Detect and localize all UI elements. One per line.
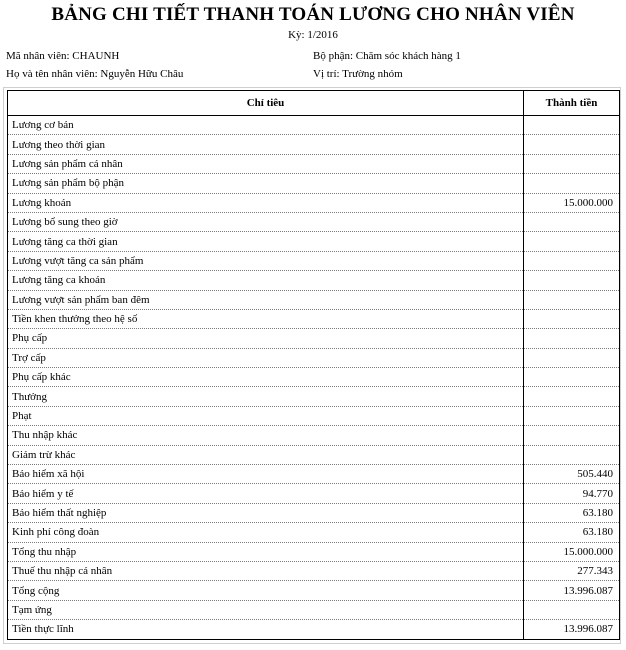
- row-item-label: Kinh phí công đoàn: [8, 523, 524, 542]
- row-item-label: Thu nhập khác: [8, 426, 524, 445]
- table-row: [8, 329, 620, 348]
- row-item-label: Tiền thực lĩnh: [8, 620, 524, 639]
- row-item-label: Tiền khen thưởng theo hệ số: [8, 309, 524, 328]
- row-amount: 63.180: [524, 523, 620, 542]
- employee-code: Mã nhân viên: CHAUNH: [6, 50, 120, 62]
- table-row: [8, 116, 620, 135]
- row-item-label: Lương tăng ca khoán: [8, 271, 524, 290]
- row-amount: [524, 135, 620, 154]
- table-row: [8, 581, 620, 600]
- row-amount: 505.440: [524, 465, 620, 484]
- row-amount: [524, 309, 620, 328]
- row-item-label: Lương tăng ca thời gian: [8, 232, 524, 251]
- table-row: [8, 251, 620, 270]
- table-row: [8, 387, 620, 406]
- row-amount: 15.000.000: [524, 542, 620, 561]
- employee-department: Bộ phận: Chăm sóc khách hàng 1: [313, 50, 461, 62]
- row-item-label: Lương bổ sung theo giờ: [8, 212, 524, 231]
- table-row: [8, 135, 620, 154]
- row-item-label: Lương vượt tăng ca sản phẩm: [8, 251, 524, 270]
- table-row: [8, 600, 620, 619]
- row-item-label: Bảo hiểm y tế: [8, 484, 524, 503]
- column-header-item: Chỉ tiêu: [8, 91, 524, 116]
- row-amount: [524, 232, 620, 251]
- row-amount: [524, 251, 620, 270]
- row-amount: [524, 329, 620, 348]
- table-row: [8, 193, 620, 212]
- table-row: [8, 154, 620, 173]
- table-row: [8, 348, 620, 367]
- row-amount: [524, 445, 620, 464]
- row-amount: 94.770: [524, 484, 620, 503]
- row-item-label: Lương vượt sản phẩm ban đêm: [8, 290, 524, 309]
- row-item-label: Lương sản phẩm bộ phận: [8, 174, 524, 193]
- table-row: [8, 445, 620, 464]
- row-item-label: Giảm trừ khác: [8, 445, 524, 464]
- row-item-label: Lương theo thời gian: [8, 135, 524, 154]
- table-row: [8, 309, 620, 328]
- row-item-label: Tổng thu nhập: [8, 542, 524, 561]
- table-row: [8, 368, 620, 387]
- table-row: [8, 484, 620, 503]
- row-amount: 15.000.000: [524, 193, 620, 212]
- row-item-label: Thuế thu nhập cá nhân: [8, 561, 524, 580]
- row-amount: [524, 212, 620, 231]
- row-item-label: Thưởng: [8, 387, 524, 406]
- row-item-label: Phạt: [8, 406, 524, 425]
- row-amount: 63.180: [524, 503, 620, 522]
- row-item-label: Lương cơ bản: [8, 116, 524, 135]
- table-row: [8, 212, 620, 231]
- row-amount: [524, 174, 620, 193]
- row-amount: [524, 348, 620, 367]
- salary-table: [7, 90, 620, 640]
- row-item-label: Bảo hiểm xã hội: [8, 465, 524, 484]
- table-row: [8, 290, 620, 309]
- row-amount: 13.996.087: [524, 581, 620, 600]
- employee-position: Vị trí: Trường nhóm: [313, 68, 403, 80]
- row-item-label: Tổng cộng: [8, 581, 524, 600]
- row-amount: [524, 600, 620, 619]
- table-row: [8, 503, 620, 522]
- row-amount: [524, 368, 620, 387]
- table-row: [8, 406, 620, 425]
- table-row: [8, 542, 620, 561]
- row-item-label: Bảo hiểm thất nghiệp: [8, 503, 524, 522]
- row-amount: 277.343: [524, 561, 620, 580]
- row-item-label: Phụ cấp: [8, 329, 524, 348]
- row-amount: [524, 387, 620, 406]
- row-amount: [524, 426, 620, 445]
- row-amount: [524, 271, 620, 290]
- table-row: [8, 561, 620, 580]
- table-header-row: [8, 91, 620, 116]
- employee-name: Họ và tên nhân viên: Nguyễn Hữu Châu: [6, 68, 184, 80]
- table-row: [8, 523, 620, 542]
- pay-period: Kỳ: 1/2016: [288, 29, 338, 41]
- row-item-label: Phụ cấp khác: [8, 368, 524, 387]
- row-item-label: Lương khoán: [8, 193, 524, 212]
- row-item-label: Trợ cấp: [8, 348, 524, 367]
- table-row: [8, 174, 620, 193]
- row-amount: [524, 406, 620, 425]
- page-title: BẢNG CHI TIẾT THANH TOÁN LƯƠNG CHO NHÂN VIÊN: [51, 4, 575, 25]
- row-amount: 13.996.087: [524, 620, 620, 639]
- table-row: [8, 426, 620, 445]
- row-amount: [524, 154, 620, 173]
- table-row: [8, 465, 620, 484]
- row-amount: [524, 116, 620, 135]
- row-item-label: Lương sản phẩm cá nhân: [8, 154, 524, 173]
- row-item-label: Tạm ứng: [8, 600, 524, 619]
- row-amount: [524, 290, 620, 309]
- column-header-amount: Thành tiền: [524, 91, 620, 116]
- table-row: [8, 232, 620, 251]
- table-row: [8, 620, 620, 639]
- table-row: [8, 271, 620, 290]
